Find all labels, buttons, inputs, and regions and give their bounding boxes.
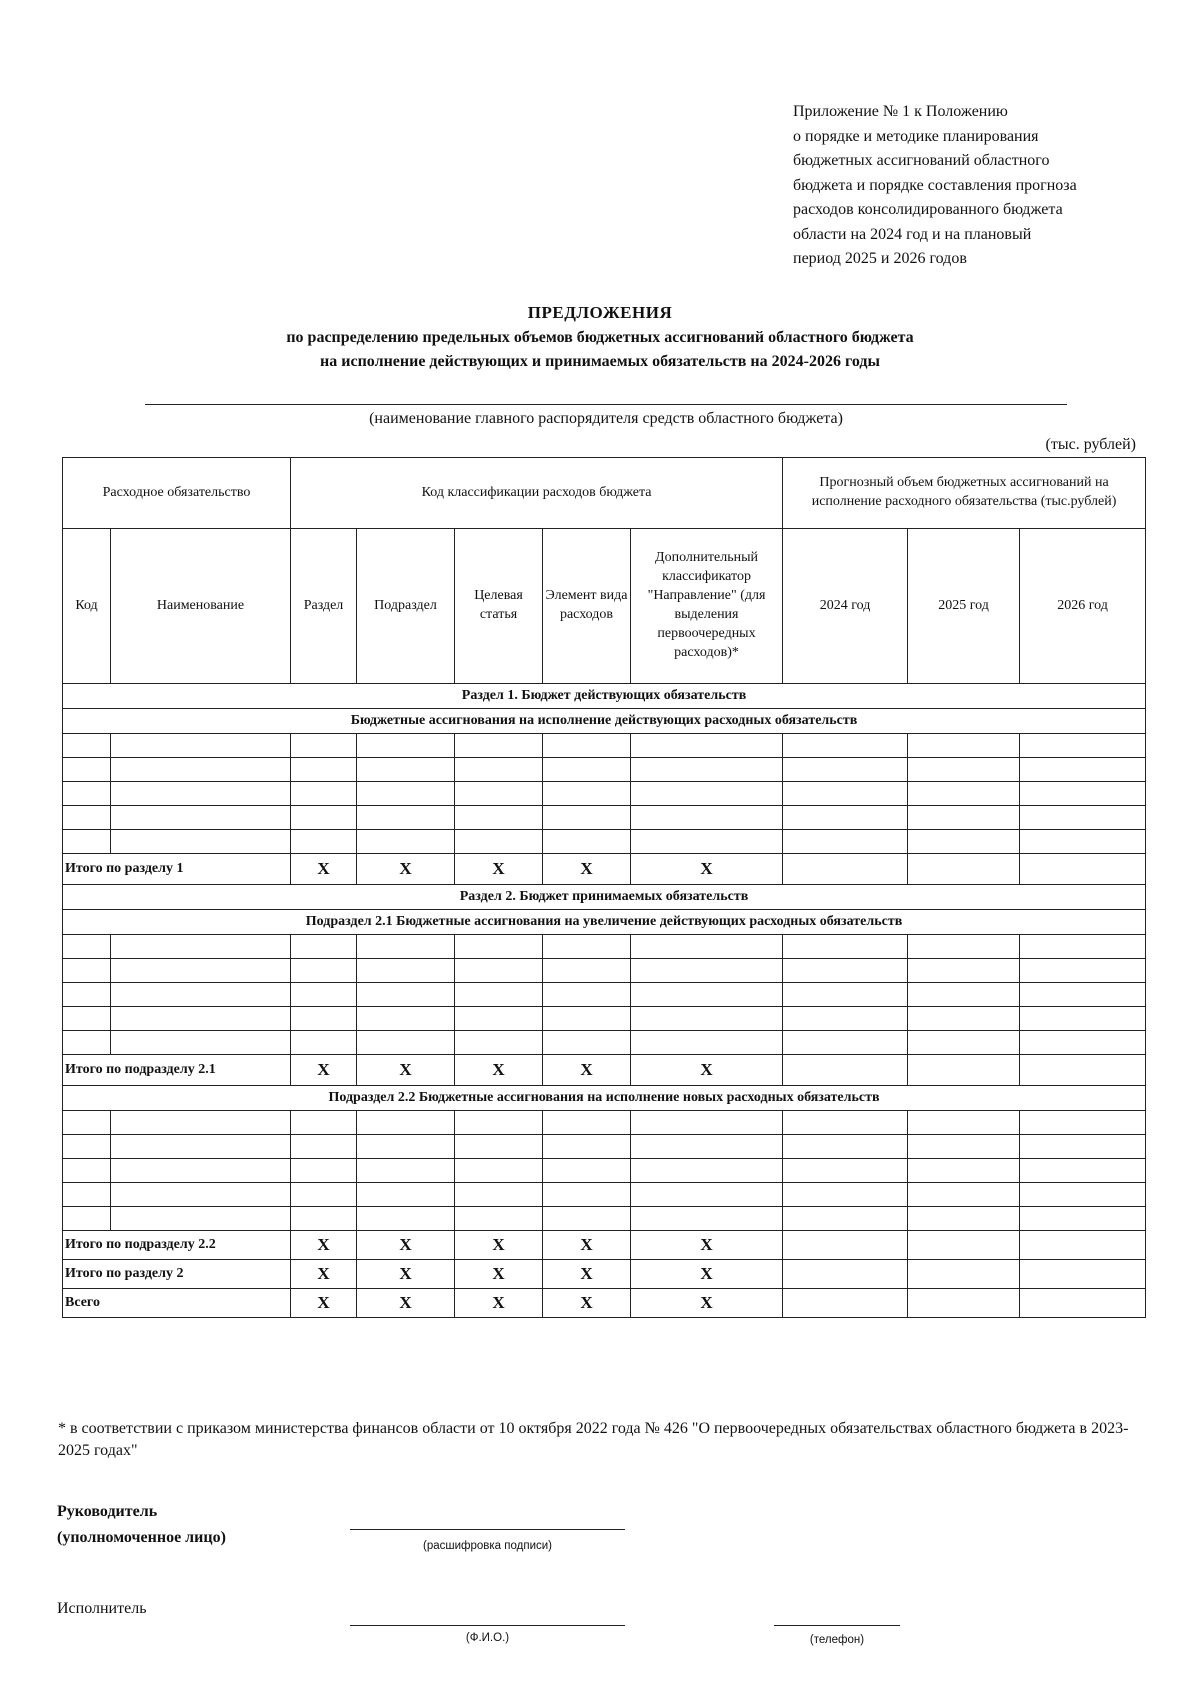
- appendix-note: [793, 100, 1153, 272]
- head-sublabel: (уполномоченное лицо): [57, 1529, 226, 1546]
- org-name-field-line: [145, 404, 1067, 405]
- section2-title-row: [63, 885, 1146, 910]
- appendix-line: бюджета и порядке составления прогноза: [793, 176, 1077, 194]
- subsection22-total-label: Итого по подразделу 2.2: [63, 1231, 291, 1260]
- x-mark: X: [631, 854, 783, 885]
- table-row: [63, 1159, 1146, 1183]
- header-forecast: Прогнозный объем бюджетных ассигнований на исполнение расходного обязательства (тыс.рублей): [783, 458, 1146, 529]
- col-header-subsection: Подраздел: [357, 529, 455, 684]
- x-mark: X: [357, 1055, 455, 1086]
- x-mark: X: [455, 1289, 543, 1318]
- x-mark: X: [543, 1260, 631, 1289]
- header-classification: Код классификации расходов бюджета: [291, 458, 783, 529]
- appendix-line: период 2025 и 2026 годов: [793, 250, 967, 267]
- header-row-groups: [63, 458, 1146, 529]
- x-mark: X: [543, 1055, 631, 1086]
- head-signature-line[interactable]: [350, 1529, 625, 1530]
- col-header-2024: 2024 год: [783, 529, 908, 684]
- table-row: [63, 935, 1146, 959]
- table-row: [63, 1183, 1146, 1207]
- table-row: [63, 782, 1146, 806]
- document-title: [80, 300, 1120, 374]
- subsection22-title: Подраздел 2.2 Бюджетные ассигнования на исполнение новых расходных обязательств: [63, 1086, 1146, 1111]
- title-line-2: на исполнение действующих и принимаемых обязательств на 2024-2026 годы: [320, 353, 880, 370]
- subsection21-title: Подраздел 2.1 Бюджетные ассигнования на увеличение действующих расходных обязательств: [63, 910, 1146, 935]
- appendix-line: Приложение № 1 к Положению: [793, 103, 1008, 120]
- col-header-code: Код: [63, 529, 111, 684]
- head-signature-caption: (расшифровка подписи): [423, 1540, 552, 1552]
- section1-subtitle-row: [63, 709, 1146, 734]
- executor-name-caption: (Ф.И.О.): [465, 1632, 510, 1644]
- x-mark: X: [357, 1231, 455, 1260]
- col-header-2025: 2025 год: [908, 529, 1020, 684]
- x-mark: X: [291, 1231, 357, 1260]
- col-header-additional-classifier: Дополнительный классификатор "Направление" (для выделения первоочередных расходов)*: [631, 529, 783, 684]
- x-mark: X: [631, 1289, 783, 1318]
- x-mark: X: [543, 1289, 631, 1318]
- budget-proposal-table: [62, 457, 1146, 1318]
- x-mark: X: [455, 1055, 543, 1086]
- x-mark: X: [291, 1260, 357, 1289]
- footnote: * в соответствии с приказом министерства финансов области от 10 октября 2022 года № 426 "О первоочередных обязательствах областного бюджета в 2023-2025 годах": [58, 1420, 1129, 1459]
- section1-subtitle: Бюджетные ассигнования на исполнение действующих расходных обязательств: [63, 709, 1146, 734]
- table-row: [63, 1111, 1146, 1135]
- x-mark: X: [291, 1289, 357, 1318]
- phone-caption: (телефон): [809, 1634, 865, 1646]
- col-header-name: Наименование: [111, 529, 291, 684]
- table-row: [63, 830, 1146, 854]
- table-row: [63, 758, 1146, 782]
- x-mark: X: [357, 854, 455, 885]
- table-row: [63, 1007, 1146, 1031]
- section1-total-label: Итого по разделу 1: [63, 854, 291, 885]
- grand-total-label: Всего: [63, 1289, 291, 1318]
- table-row: [63, 806, 1146, 830]
- subsection21-title-row: [63, 910, 1146, 935]
- x-mark: X: [455, 1231, 543, 1260]
- title-main: ПРЕДЛОЖЕНИЯ: [527, 303, 673, 322]
- table-row: [63, 959, 1146, 983]
- x-mark: X: [357, 1289, 455, 1318]
- table-row: [63, 1207, 1146, 1231]
- section2-total-label: Итого по разделу 2: [63, 1260, 291, 1289]
- header-row-columns: [63, 529, 1146, 684]
- executor-label: Исполнитель: [57, 1600, 147, 1617]
- subsection21-total-label: Итого по подразделу 2.1: [63, 1055, 291, 1086]
- appendix-line: бюджетных ассигнований областного: [793, 152, 1050, 169]
- subsection21-total-row: [63, 1055, 1146, 1086]
- col-header-2026: 2026 год: [1020, 529, 1146, 684]
- units-label: (тыс. рублей): [1045, 436, 1136, 453]
- x-mark: X: [291, 854, 357, 885]
- x-mark: X: [291, 1055, 357, 1086]
- subsection22-total-row: [63, 1231, 1146, 1260]
- appendix-line: области на 2024 год и на плановый: [793, 225, 1032, 243]
- section2-total-row: [63, 1260, 1146, 1289]
- table-row: [63, 1031, 1146, 1055]
- header-obligation: Расходное обязательство: [63, 458, 291, 529]
- section2-title: Раздел 2. Бюджет принимаемых обязательств: [63, 885, 1146, 910]
- x-mark: X: [455, 854, 543, 885]
- appendix-line: расходов консолидированного бюджета: [793, 201, 1063, 218]
- x-mark: X: [631, 1231, 783, 1260]
- appendix-line: о порядке и методике планирования: [793, 127, 1039, 145]
- subsection22-title-row: [63, 1086, 1146, 1111]
- table-row: [63, 983, 1146, 1007]
- x-mark: X: [357, 1260, 455, 1289]
- x-mark: X: [631, 1055, 783, 1086]
- table-row: [63, 1135, 1146, 1159]
- x-mark: X: [543, 854, 631, 885]
- x-mark: X: [631, 1260, 783, 1289]
- col-header-expense-type: Элемент вида расходов: [543, 529, 631, 684]
- x-mark: X: [543, 1231, 631, 1260]
- col-header-section: Раздел: [291, 529, 357, 684]
- section1-title: Раздел 1. Бюджет действующих обязательств: [63, 684, 1146, 709]
- head-label: Руководитель: [57, 1503, 158, 1520]
- section1-total-row: [63, 854, 1146, 885]
- executor-name-line[interactable]: [350, 1625, 625, 1626]
- phone-line[interactable]: [774, 1625, 900, 1626]
- x-mark: X: [455, 1260, 543, 1289]
- grand-total-row: [63, 1289, 1146, 1318]
- title-line-1: по распределению предельных объемов бюджетных ассигнований областного бюджета: [286, 329, 914, 346]
- org-name-caption: (наименование главного распорядителя средств областного бюджета): [369, 410, 843, 427]
- col-header-target-article: Целевая статья: [455, 529, 543, 684]
- section1-title-row: [63, 684, 1146, 709]
- table-row: [63, 734, 1146, 758]
